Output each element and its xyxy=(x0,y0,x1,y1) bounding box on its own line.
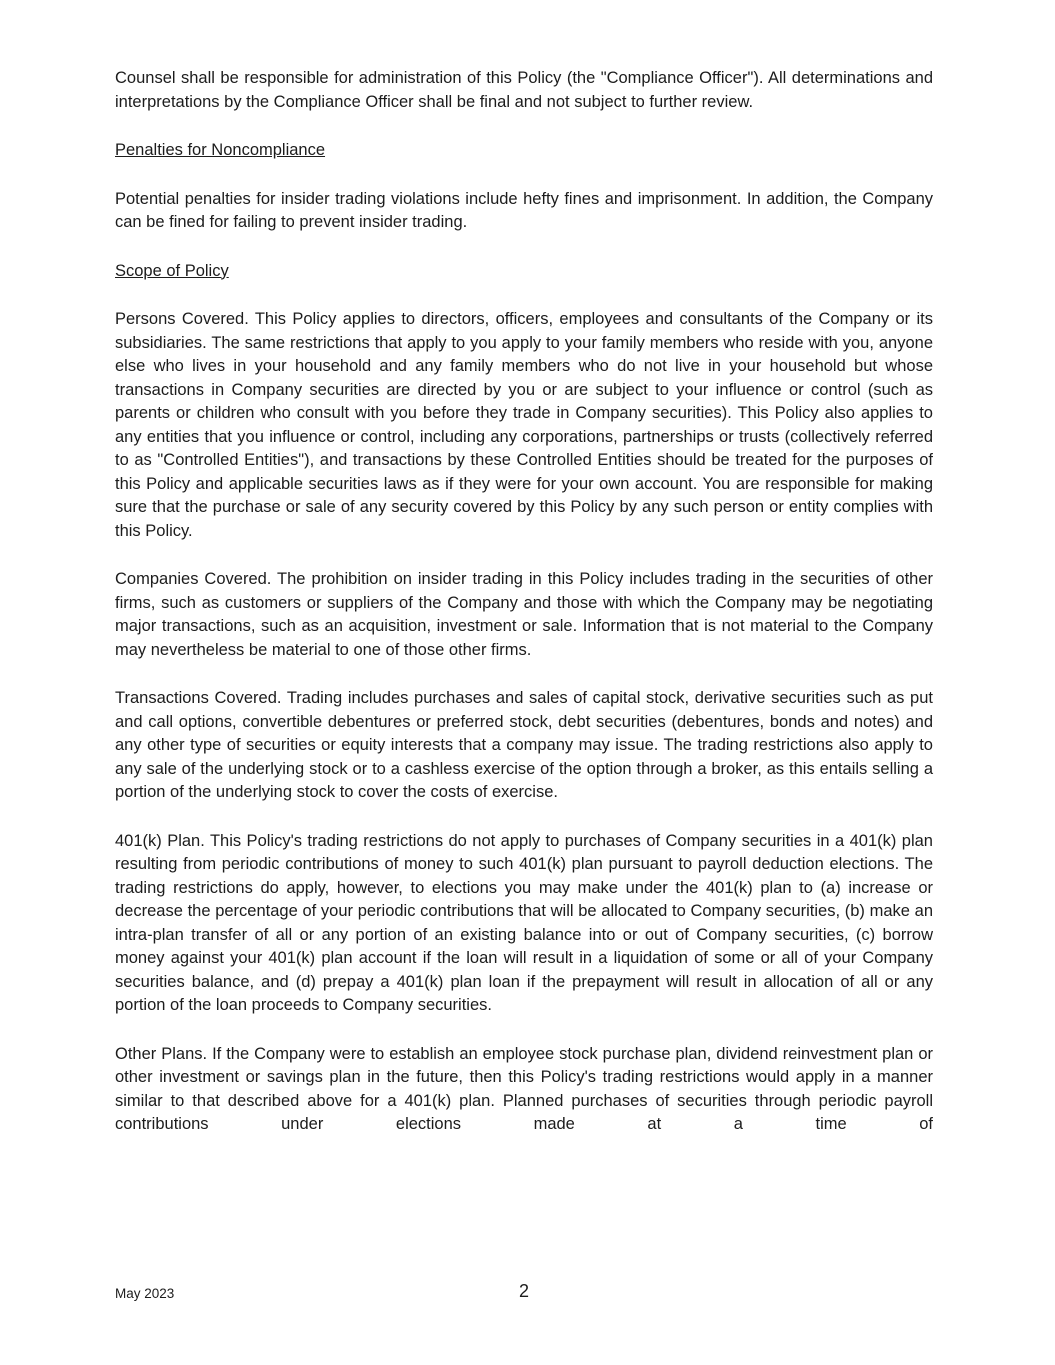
page-number: 2 xyxy=(518,1281,529,1301)
paragraph-potential-penalties: Potential penalties for insider trading violations include hefty fines and imprisonment. In addition, the Company can be fined for failing to prevent insider trading. xyxy=(115,189,933,231)
paragraph-compliance-officer: Counsel shall be responsible for administration of this Policy (the "Compliance Officer"). All determinations and interpretations by the Compliance Officer shall be final and not subject to further review. xyxy=(115,69,933,111)
footer-date: May 2023 xyxy=(115,1286,175,1301)
paragraph-persons-covered: Persons Covered. This Policy applies to directors, officers, employees and consultants of the Company or its subsidiaries. The same restrictions that apply to you apply to your family members who reside with you, anyone else who lives in your household and any family members who do not live in your household but whose transactions in Company securities are directed by you or are subject to your influence or control (such as parents or children who consult with you before they trade in Company securities). This Policy also applies to any entities that you influence or control, including any corporations, partnerships or trusts (collectively referred to as "Controlled Entities"), and transactions by these Controlled Entities should be treated for the purposes of this Policy and applicable securities laws as if they were for your own account. You are responsible for making sure that the purchase or sale of any security covered by this Policy by any such person or entity complies with this Policy. xyxy=(115,310,933,540)
heading-scope-of-policy: Scope of Policy xyxy=(115,261,229,280)
paragraph-companies-covered: Companies Covered. The prohibition on insider trading in this Policy includes trading in the securities of other firms, such as customers or suppliers of the Company and those with which the Company may be negotiating major transactions, such as an acquisition, investment or sale. Information that is not material to the Company may nevertheless be material to one of those other firms. xyxy=(115,570,933,659)
paragraph-transactions-covered: Transactions Covered. Trading includes purchases and sales of capital stock, derivative securities such as put and call options, convertible debentures or preferred stock, debt securities (debentures, bonds and notes) and any other type of securities or equity interests that a company may issue. The trading restrictions also apply to any sale of the underlying stock or to a cashless exercise of the option through a broker, as this entails selling a portion of the underlying stock to cover the costs of exercise. xyxy=(115,689,933,801)
document-body xyxy=(115,67,933,1162)
paragraph-401k-plan: 401(k) Plan. This Policy's trading restrictions do not apply to purchases of Company securities in a 401(k) plan resulting from periodic contributions of money to such 401(k) plan pursuant to payroll deduction elections. The trading restrictions do apply, however, to elections you may make under the 401(k) plan to (a) increase or decrease the percentage of your periodic contributions that will be allocated to Company securities, (b) make an intra-plan transfer of all or any portion of an existing balance into or out of Company securities, (c) borrow money against your 401(k) plan account if the loan will result in a liquidation of some or all of your Company securities balance, and (d) prepay a 401(k) plan loan if the prepayment will result in allocation of all or any portion of the loan proceeds to Company securities. xyxy=(115,831,933,1014)
paragraph-other-plans: Other Plans. If the Company were to establish an employee stock purchase plan, dividend reinvestment plan or other investment or savings plan in the future, then this Policy's trading restrictions would apply in a manner similar to that described above for a 401(k) plan. Planned purchases of securities through periodic payroll contributions under elections made at a time of xyxy=(115,1044,933,1133)
heading-penalties-for-noncompliance: Penalties for Noncompliance xyxy=(115,141,326,159)
page-footer xyxy=(115,1281,933,1305)
